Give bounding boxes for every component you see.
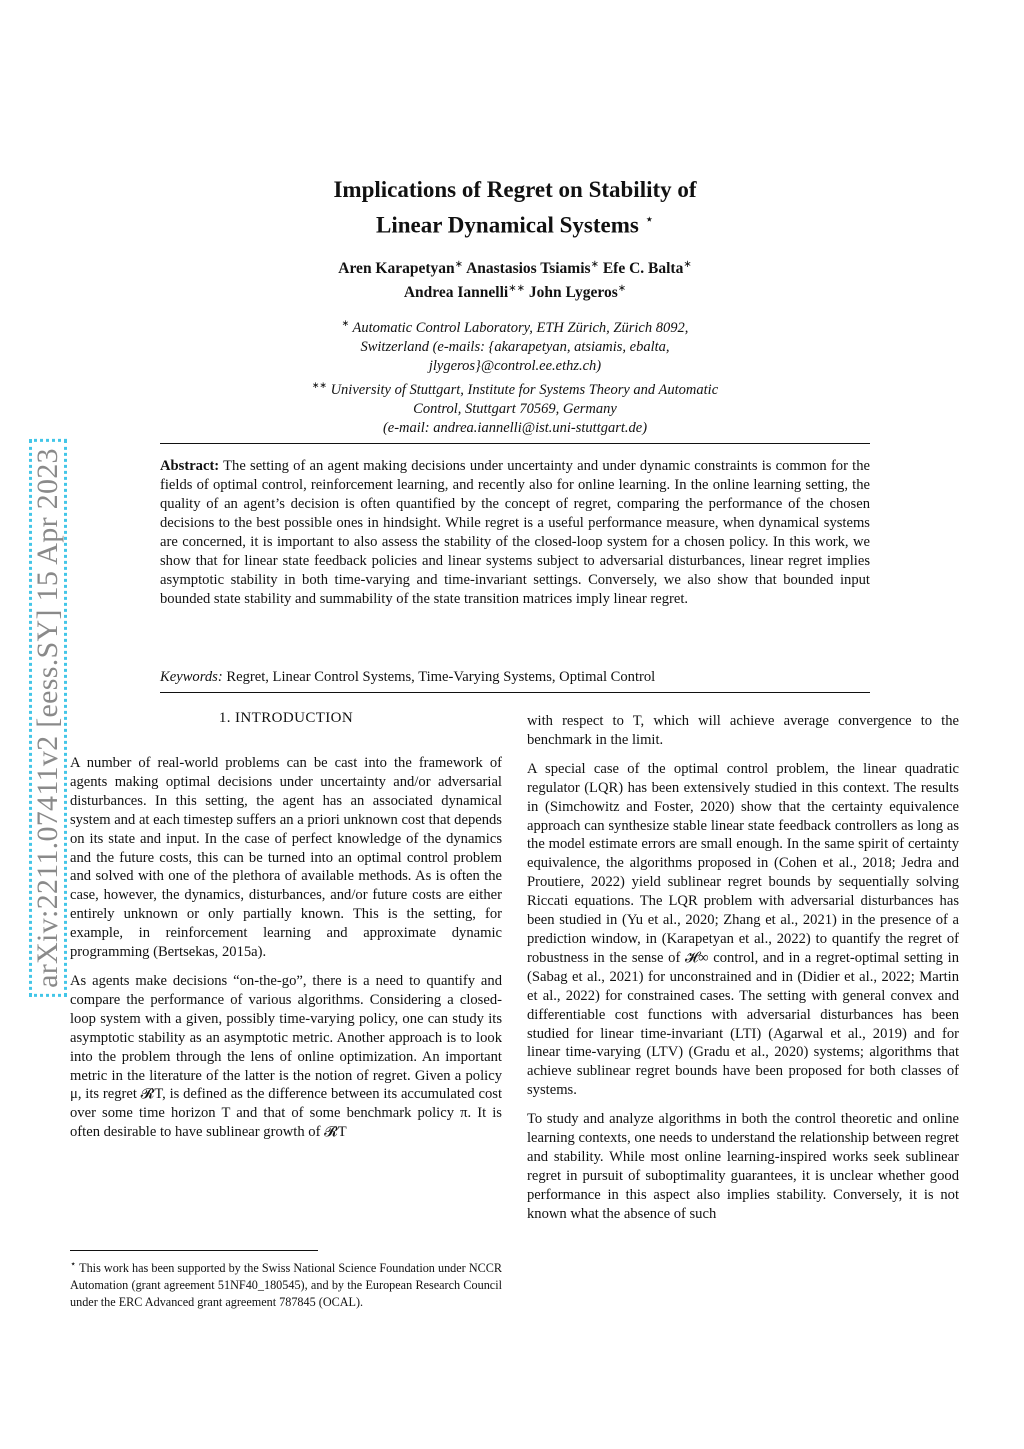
footnote-mark: ⋆ (70, 1259, 77, 1270)
footnote-text: This work has been supported by the Swiss National Science Foundation under NCCR Automation (grant agreement 51NF40_180545), and by the European Research Council under the ERC Advanced grant agreement 787845 (OCAL). (70, 1261, 503, 1310)
author-name: John Lygeros (528, 284, 618, 302)
author-mark: ∗ (590, 259, 599, 270)
abstract-text: The setting of an agent making decisions under uncertainty and under dynamic constraints is common for the fields of optimal control, reinforcement learning, and recently also for online learning. In the online learning setting, the quality of an agent’s decision is often quantified by the concept of regret, comparing the performance of the chosen decisions to the best possible ones in hindsight. While regret is a useful performance measure, when dynamical systems are concerned, it is important to also assess the stability of the closed-loop system for a chosen policy. In this work, we show that for linear state feedback policies and linear systems subject to adversarial disturbances, linear regret implies asymptotic stability in both time-varying and time-invariant settings. Conversely, we also show that bounded input bounded state stability and summability of the state transition matrices imply linear regret. (160, 458, 870, 607)
abstract-bottom-rule (160, 692, 870, 693)
paragraph: As agents make decisions “on-the-go”, there is a need to quantify and compare the performance of various algorithms. Considering a closed-loop system with a given, possibly time-varying policy, one can study its asymptotic stability as an asymptotic metric. Another approach is to look into the problem through the lens of online optimization. An important metric in the literature of the latter is the notion of regret. Given a policy μ, its regret 𝓡T, is defined as the difference between its accumulated cost over some time horizon T and that of some benchmark policy π. It is often desirable to have sublinear growth of 𝓡T (70, 972, 502, 1141)
abstract-top-rule (160, 443, 870, 444)
keywords (160, 668, 870, 687)
author-mark: ∗∗ (508, 283, 525, 295)
title-footnote-mark: ⋆ (644, 212, 654, 228)
abstract (160, 457, 870, 609)
affiliation-mark: ∗ (341, 318, 350, 328)
author-mark: ∗ (617, 283, 627, 295)
footnote-rule (70, 1250, 318, 1251)
paragraph: To study and analyze algorithms in both the control theoretic and online learning contexts, one needs to understand the relationship between regret and stability. While most online learning-inspired works seek sublinear regret in pursuit of suboptimality guarantees, it is unclear whether good performance in this aspect also implies stability. Conversely, it is not known what the absence of such (527, 1111, 959, 1222)
author-name: Efe C. Balta (602, 260, 684, 278)
left-column (70, 754, 502, 1152)
author-mark: ∗ (683, 259, 692, 270)
affiliation-line: University of Stuttgart, Institute for Systems Theory and Automatic (330, 381, 719, 398)
affiliation-line: Automatic Control Laboratory, ETH Zürich, Zürich 8092, (352, 319, 689, 336)
section-heading: 1. INTRODUCTION (218, 710, 354, 726)
affiliation-mark: ∗∗ (311, 379, 327, 390)
paragraph: A special case of the optimal control problem, the linear quadratic regulator (LQR) has been extensively studied in this context. The results in (Simchowitz and Foster, 2020) show that the certainty equivalence approach can synthesize stable linear state feedback controllers as long as the model estimate errors are small enough. In the same spirit of certainty equivalence, the algorithms proposed in (Cohen et al., 2018; Jedra and Proutiere, 2022) yield sublinear regret bounds by sequentially solving Riccati equations. The LQR problem with adversarial disturbances has been studied in (Yu et al., 2020; Zhang et al., 2021) in the presence of a prediction window, in (Karapetyan et al., 2022) to quantify the regret of robustness in the sense of 𝓗∞ control, and in a regret-optimal setting in (Sabag et al., 2021) for unconstrained and in (Didier et al., 2022; Martin et al., 2022) for constrained cases. The setting with general convex and differentiable cost functions with adversarial disturbances has been studied for linear time-invariant (LTI) (Agarwal et al., 2019) and for linear time-varying (LTV) (Gradu et al., 2020) systems; algorithms that achieve sublinear regret bounds have been proposed for both classes of systems. (527, 760, 959, 1099)
paper-title (160, 174, 870, 241)
abstract-label: Abstract: (160, 458, 220, 474)
author-list (160, 255, 870, 303)
paragraph: A number of real-world problems can be cast into the framework of agents making optimal decisions under uncertainty and/or adversarial disturbances. In this setting, the agent has an associated dynamical system and at each timestep suffers an a priori unknown cost that depends on its state and input. In the case of perfect knowledge of the dynamics and the future costs, this can be turned into an optimal control problem and solved with one of the plethora of available methods. As is often the case, however, the dynamics, disturbances, and/or future costs are either entirely unknown or only partially known. This is the setting, for example, in reinforcement learning and approximate dynamic programming (Bertsekas, 2015a). (70, 755, 502, 961)
keywords-text: Regret, Linear Control Systems, Time-Varying Systems, Optimal Control (226, 669, 656, 685)
right-column (527, 712, 959, 1234)
affiliation-line: jlygeros}@control.ee.ethz.ch) (428, 357, 602, 374)
affiliation-line: Switzerland (e-mails: {akarapetyan, atsiamis, ebalta, (360, 338, 670, 355)
affiliation-line: (e-mail: andrea.iannelli@ist.uni-stuttgart.de) (382, 419, 648, 436)
footnote (70, 1256, 502, 1311)
keywords-label: Keywords: (160, 669, 223, 685)
author-name: Aren Karapetyan (338, 260, 455, 278)
arxiv-identifier: arXiv:2211.07411v2 [eess.SY] 15 Apr 2023 (29, 439, 67, 997)
affiliations (200, 314, 830, 438)
arxiv-stamp (32, 398, 64, 1038)
author-name: Andrea Iannelli (403, 284, 509, 302)
author-mark: ∗ (454, 259, 464, 270)
paragraph: with respect to T, which will achieve average convergence to the benchmark in the limit. (527, 713, 959, 748)
affiliation-line: Control, Stuttgart 70569, Germany (413, 400, 617, 417)
title-line-1: Implications of Regret on Stability of (333, 177, 697, 202)
title-line-2: Linear Dynamical Systems (376, 212, 639, 238)
author-name: Anastasios Tsiamis (466, 260, 591, 278)
